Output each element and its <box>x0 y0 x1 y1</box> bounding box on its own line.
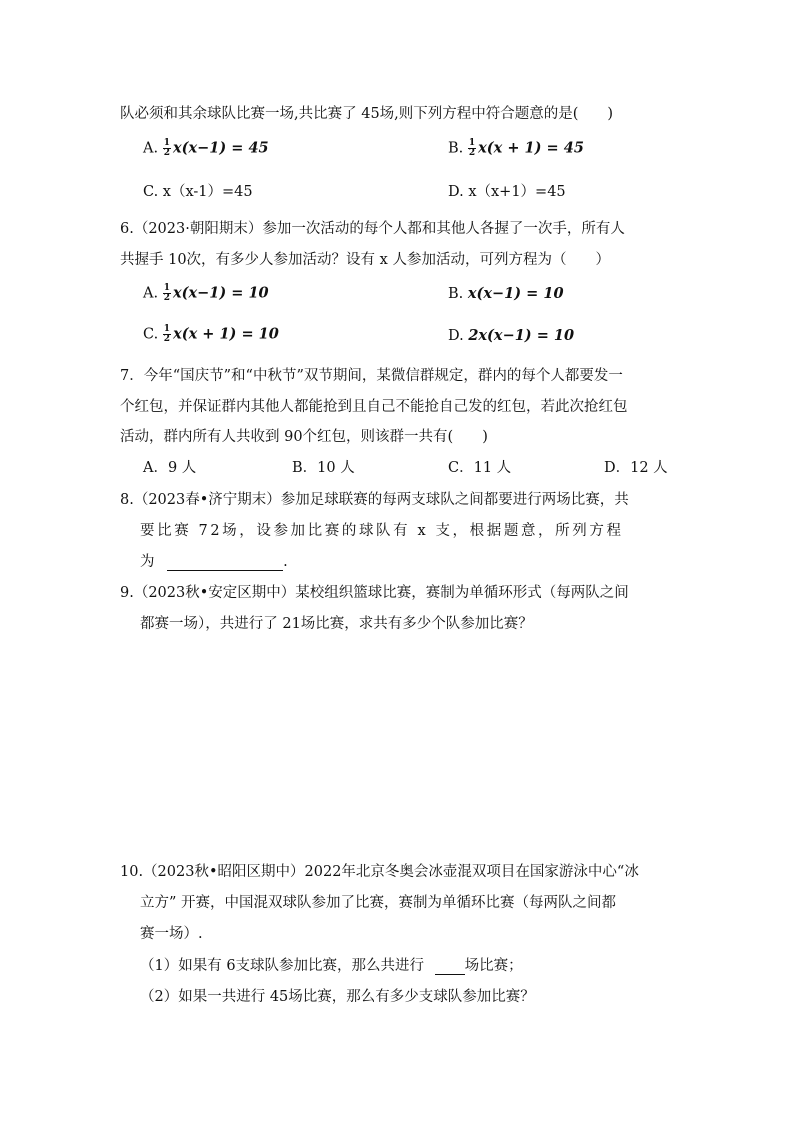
q5-option-a <box>143 139 269 158</box>
q9-line-2: 都赛一场），共进行了 21场比赛，求共有多少个队参加比赛？ <box>140 616 533 632</box>
q10-sub-1-answer-blank[interactable] <box>435 958 465 975</box>
q7-line-2: 个红包，并保证群内其他人都能抢到且自己不能抢自己发的红包，若此次抢红包 <box>120 399 628 415</box>
q9-line-1: 9.（2023秋•安定区期中）某校组织篮球比赛，赛制为单循环形式（每两队之间 <box>120 585 629 601</box>
q6-option-c-label: C. <box>143 326 159 343</box>
q8-line-3-suffix: . <box>283 554 288 570</box>
q7-option-d: D．12 人 <box>604 460 668 476</box>
q7-option-c: C．11 人 <box>448 460 512 476</box>
q7-option-b: B．10 人 <box>292 460 355 476</box>
fraction-one-half: $\frac{1}{2}$ <box>163 324 171 344</box>
q6-option-c-equation: x(x + 1) = 10 <box>173 325 279 343</box>
q5-option-a-label: A. <box>143 140 159 157</box>
q5-option-c: C. x（x-1）=45 <box>143 184 253 200</box>
q10-line-2: 立方” 开赛，中国混双球队参加了比赛，赛制为单循环比赛（每两队之间都 <box>140 895 617 911</box>
q8-line-2: 要比赛 72场，设参加比赛的球队有 x 支，根据题意，所列方程 <box>140 523 624 539</box>
q8-answer-blank[interactable] <box>167 554 283 571</box>
q5-option-d: D. x（x+1）=45 <box>448 184 566 200</box>
q10-sub-1 <box>140 954 523 975</box>
q6-option-d-label: D. <box>448 328 464 344</box>
q6-option-a-equation: x(x−1) = 10 <box>172 284 269 302</box>
q10-sub-2: （2）如果一共进行 45场比赛，那么有多少支球队参加比赛？ <box>140 989 535 1005</box>
q8-line-1: 8.（2023春•济宁期末）参加足球联赛的每两支球队之间都要进行两场比赛，共 <box>120 492 629 508</box>
q6-option-b-equation: x(x−1) = 10 <box>467 285 564 302</box>
q8-line-3 <box>140 550 288 571</box>
q5-option-b-equation: x(x + 1) = 45 <box>478 139 584 157</box>
fraction-one-half: $\frac{1}{2}$ <box>163 138 170 158</box>
q5-option-b-label: B. <box>448 140 464 157</box>
q6-option-d <box>448 327 574 344</box>
q5-option-b <box>448 139 584 158</box>
q5-stem-tail: 队必须和其余球队比赛一场,共比赛了 45场,则下列方程中符合题意的是( ) <box>120 106 614 122</box>
q6-option-b-label: B. <box>448 286 464 302</box>
q7-option-a: A．9 人 <box>143 460 197 476</box>
q10-sub-1-suffix: 场比赛； <box>464 958 523 974</box>
q6-option-b <box>448 285 564 302</box>
q5-option-a-equation: x(x−1) = 45 <box>172 139 269 157</box>
q6-option-d-equation: 2x(x−1) = 10 <box>468 327 575 344</box>
fraction-one-half: $\frac{1}{2}$ <box>163 283 170 303</box>
q6-option-a <box>143 284 269 303</box>
fraction-one-half: $\frac{1}{2}$ <box>468 138 476 158</box>
q6-option-a-label: A. <box>143 285 159 302</box>
q10-line-1: 10.（2023秋•昭阳区期中）2022年北京冬奥会冰壶混双项目在国家游泳中心“冰 <box>120 864 639 880</box>
q8-line-3-prefix: 为 <box>140 554 155 570</box>
q6-option-c <box>143 325 279 344</box>
q7-line-1: 7．今年“国庆节”和“中秋节”双节期间，某微信群规定，群内的每个人都要发一 <box>120 368 623 384</box>
q7-line-3: 活动，群内所有人共收到 90个红包，则该群一共有( ) <box>120 429 488 445</box>
q6-line-2: 共握手 10次，有多少人参加活动？设有 x 人参加活动，可列方程为（ ） <box>120 252 610 268</box>
q10-sub-1-prefix: （1）如果有 6支球队参加比赛，那么共进行 <box>140 958 425 974</box>
q6-line-1: 6.（2023·朝阳期末）参加一次活动的每个人都和其他人各握了一次手，所有人 <box>120 221 625 237</box>
q10-line-3: 赛一场）. <box>140 926 203 942</box>
